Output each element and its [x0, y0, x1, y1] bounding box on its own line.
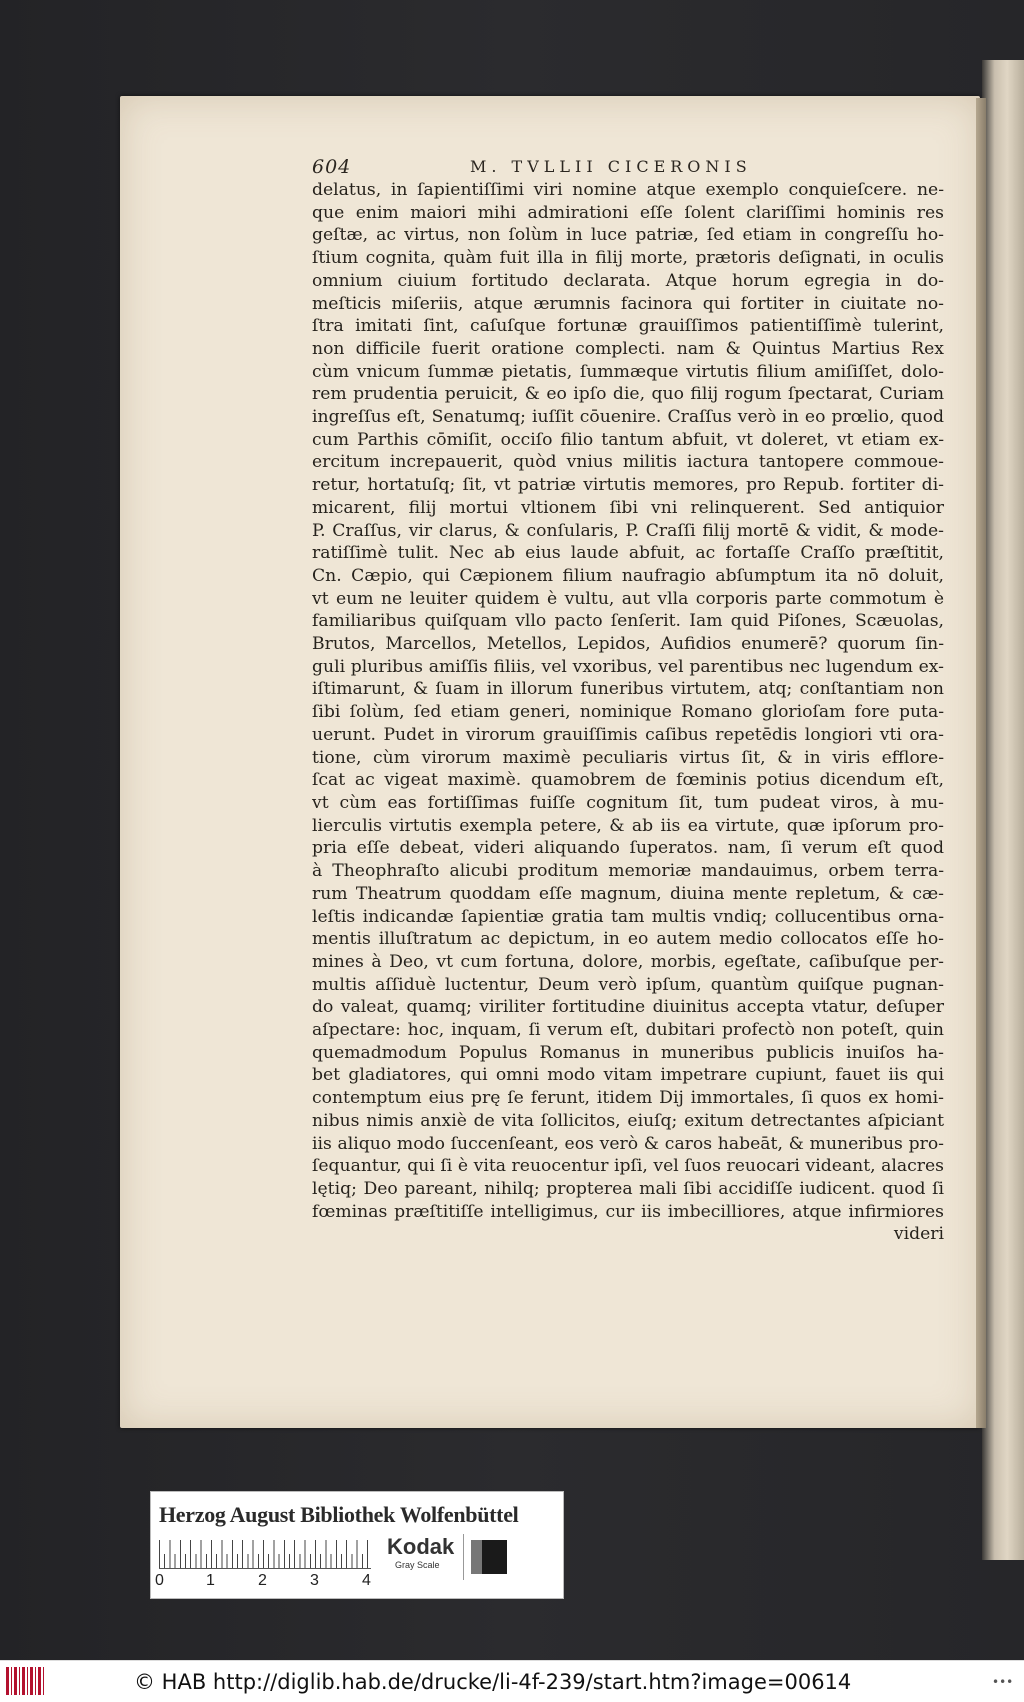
- library-name: Herzog August Bibliothek Wolfenbüttel: [159, 1502, 519, 1527]
- scale-number: 4: [362, 1572, 371, 1589]
- text-line: leſtis indicandæ ſapientiæ gratia tam multis vndiq; collucentibus orna-: [312, 906, 944, 927]
- text-line: P. Craſſus, vir clarus, & conſularis, P. Craſſi filij mortē & vidit, & mode-: [312, 520, 944, 541]
- adjacent-page-edge: [982, 60, 1024, 1560]
- text-line: nibus nimis anxiè de vita ſollicitos, eiuſq; exitum detrectantes aſpiciant: [312, 1110, 944, 1131]
- text-line: ſequantur, qui ſi è vita reuocentur ipſi, vel ſuos reuocari videant, alacres: [312, 1156, 944, 1177]
- text-line: iſtimarunt, & ſuam in illorum funeribus virtutem, atq; conſtantiam non: [312, 679, 944, 700]
- scale-number: 2: [258, 1572, 267, 1589]
- body-text: [312, 179, 944, 1246]
- text-line: vt eum ne leuiter quidem è vultu, aut vlla corporis parte commotum è: [312, 588, 944, 609]
- scale-ruler: [159, 1540, 371, 1569]
- text-line: videri: [893, 1224, 944, 1245]
- text-line: ſtium cognita, quàm fuit illa in filij morte, prætoris deſignati, in oculis: [312, 248, 944, 269]
- text-line: cùm vnicum ſummæ pietatis, ſummæque virtutis filium amiſiſſet, dolo-: [312, 361, 944, 382]
- text-line: familiaribus quiſquam vllo pacto ſenſerit. Iam quid Piſones, Scæuolas,: [312, 611, 944, 632]
- copyright-url[interactable]: © HAB http://diglib.hab.de/drucke/li-4f-239/start.htm?image=00614: [134, 1670, 852, 1694]
- text-line: cum Parthis cōmiſit, occiſo filio tantum abfuit, vt doleret, vt etiam ex-: [312, 429, 944, 450]
- text-line: lętiq; Deo pareant, nihilq; propterea mali ſibi accidiſſe iudicent. quod ſi: [312, 1178, 944, 1199]
- text-line: mentis illuſtratum ac depictum, in eo autem medio collocatos eſſe ho-: [312, 929, 944, 950]
- text-line: non difficile fuerit oratione complecti. nam & Quintus Martius Rex: [312, 338, 944, 359]
- text-line: ſtra imitati ſint, caſuſque fortunæ grauiſſimos patientiſſimè tulerint,: [312, 316, 944, 337]
- text-line: do valeat, quamq; viriliter fortitudine diuinitus accepta vtatur, deſuper: [312, 997, 944, 1018]
- text-line: Cn. Cæpio, qui Cæpionem filium naufragio abſumptum ita nō doluit,: [312, 565, 944, 586]
- text-line: vt cùm eas fortiſſimas fuiſſe cognitum ſit, tum pudeat viros, à mu-: [312, 792, 944, 813]
- text-line: geſtæ, ac virtus, non ſolùm in luce patriæ, ſed etiam in congreſſu ho-: [312, 225, 944, 246]
- page-number: 604: [312, 156, 352, 178]
- text-line: que enim maiori mihi admirationi eſſe ſolent clariſſimi hominis res: [312, 202, 944, 223]
- text-line: fœminas præſtitiſſe intelligimus, cur iis imbecilliores, atque infirmiores: [312, 1201, 944, 1222]
- page-gutter: [976, 98, 986, 1428]
- text-line: rum Theatrum quoddam eſſe magnum, diuina mente repletum, & cæ-: [312, 883, 944, 904]
- running-head: [312, 156, 912, 180]
- text-line: ratiſſimè tulit. Nec ab eius laude abfuit, ac fortaſſe Craſſo præſtitit,: [312, 543, 944, 564]
- hab-barcode-icon: [6, 1667, 46, 1695]
- text-line: pria eſſe debeat, videri aliquando ſuperatos. nam, ſi verum eſt quod: [312, 838, 944, 859]
- book-page: [120, 96, 980, 1428]
- text-line: ingreſſus eſt, Senatumq; iuſſit cōuenire. Craſſus verò in eo prœlio, quod: [312, 407, 944, 428]
- text-line: meſticis miſeriis, atque ærumnis facinora qui fortiter in ciuitate no-: [312, 293, 944, 314]
- text-line: bet gladiatores, qui omni modo vitam impetrare cupiunt, fauet iis qui: [312, 1065, 944, 1086]
- footer-bar: [0, 1660, 1024, 1702]
- text-line: contemptum eius prę ſe ferunt, itidem Dij immortales, ſi quos ex homi-: [312, 1088, 944, 1109]
- text-line: quemadmodum Populus Romanus in muneribus publicis inuiſos ha-: [312, 1042, 944, 1063]
- text-line: lierculis virtutis exempla petere, & ab iis ea virtute, quæ ipſorum pro-: [312, 815, 944, 836]
- scale-number: 3: [310, 1572, 319, 1589]
- text-line: à Theophraſto alicubi proditum memoriæ mandauimus, orbem terra-: [312, 861, 944, 882]
- text-line: ercitum increpauerit, quòd vnius militis iactura tantopere commoue-: [312, 452, 944, 473]
- text-line: Brutos, Marcellos, Metellos, Lepidos, Aufidios enumerē? quorum ſin-: [312, 634, 944, 655]
- text-line: multis aſſiduè luctentur, Deum verò ipſum, quantùm quiſque pugnan-: [312, 974, 944, 995]
- more-icon[interactable]: •••: [992, 1675, 1014, 1689]
- running-title: M. TVLLII CICERONIS: [470, 157, 752, 176]
- grayscale-label: Gray Scale: [395, 1560, 440, 1570]
- text-line: uerunt. Pudet in virorum grauiſſimis caſibus repetēdis longiori vti ora-: [312, 724, 944, 745]
- text-line: aſpectare: hoc, inquam, ſi verum eſt, dubitari profectò non poteſt, quin: [312, 1020, 944, 1041]
- color-calibration-target: [150, 1491, 564, 1599]
- text-line: ſcat ac vigeat maximè. quamobrem de fœminis potius dicendum eſt,: [312, 770, 944, 791]
- text-line: omnium ciuium fortitudo declarata. Atque horum egregia in do-: [312, 270, 944, 291]
- text-line: micarent, filij mortui vltionem ſibi vni relinquerent. Sed antiquior: [312, 497, 944, 518]
- text-line: guli pluribus amiſſis filiis, vel vxoribus, vel parentibus nec lugendum ex-: [312, 656, 944, 677]
- scale-number: 1: [206, 1572, 215, 1589]
- text-line: retur, hortatuſq; ſit, vt patriæ virtutis memores, pro Repub. fortiter di-: [312, 475, 944, 496]
- text-line: mines à Deo, vt cum fortuna, dolore, morbis, egeſtate, caſibuſque per-: [312, 951, 944, 972]
- kodak-logo: Kodak: [387, 1534, 455, 1559]
- text-line: delatus, in ſapientiſſimi viri nomine atque exemplo conquieſcere. ne-: [312, 180, 944, 200]
- text-line: iis aliquo modo ſuccenſeant, eos verò & caros habeāt, & muneribus pro-: [312, 1133, 944, 1154]
- target-divider: [463, 1534, 464, 1580]
- text-line: rem prudentia peruicit, & eo ipſo die, quo filij rogum ſpectarat, Curiam: [312, 384, 944, 405]
- scale-number: 0: [155, 1572, 164, 1589]
- gray-patch: [471, 1540, 507, 1574]
- text-line: ſibi ſolùm, ſed etiam generi, nominique Romano glorioſam fore puta-: [312, 702, 944, 723]
- text-line: tione, cùm virorum maximè peculiaris virtus ſit, & in viris efflore-: [312, 747, 944, 768]
